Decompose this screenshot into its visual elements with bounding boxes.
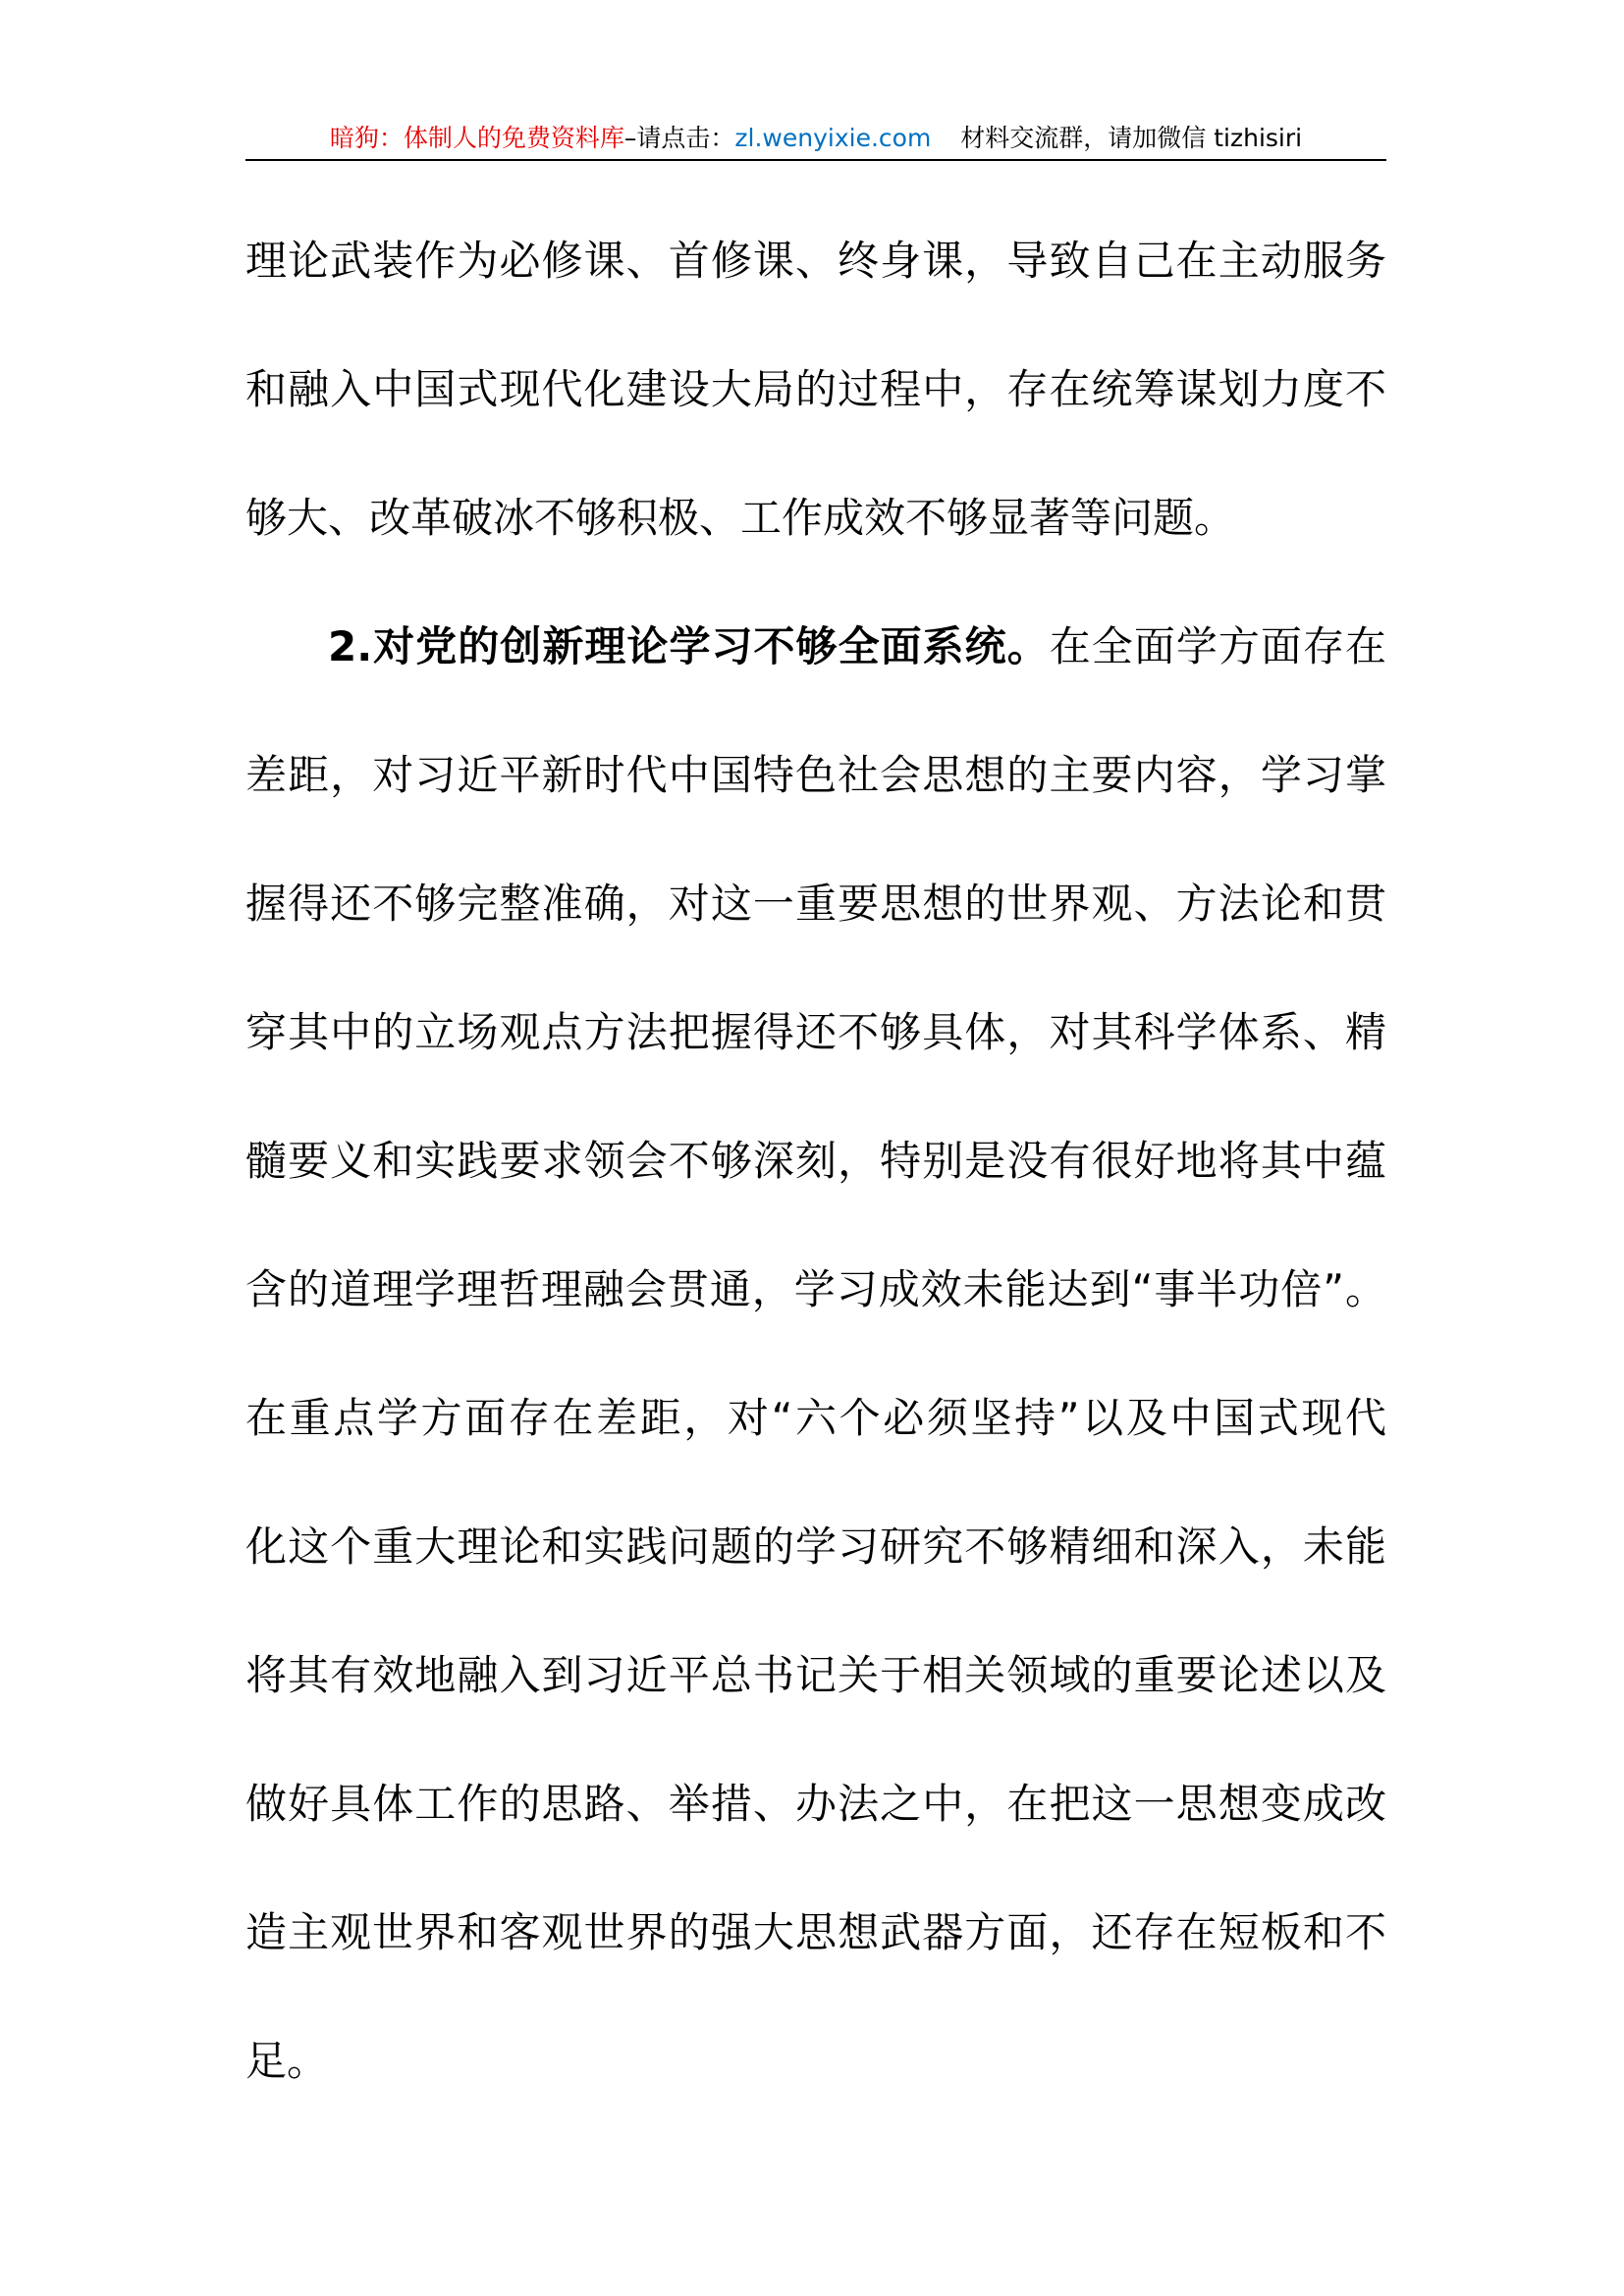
paragraph1-line: 和融入中国式现代化建设大局的过程中，存在统筹谋划力度不: [245, 365, 1386, 413]
header-url-link[interactable]: zl.wenyixie.com: [734, 124, 932, 152]
header-wechat-note: 材料交流群，请加微信 tizhisiri: [960, 124, 1303, 152]
page-header: [245, 116, 1386, 161]
paragraph2-first-line: [245, 582, 1386, 711]
paragraph2-line: 差距，对习近平新时代中国特色社会思想的主要内容，学习掌: [245, 751, 1386, 799]
paragraph2-line: 握得还不够完整准确，对这一重要思想的世界观、方法论和贯: [245, 880, 1386, 928]
header-prompt: –请点击：: [623, 124, 735, 152]
paragraph2-line: 髓要义和实践要求领会不够深刻，特别是没有很好地将其中蕴: [245, 1137, 1386, 1185]
paragraph2-line: 在重点学方面存在差距，对“六个必须坚持”以及中国式现代: [245, 1394, 1386, 1442]
paragraph2-line: 足。: [245, 2037, 329, 2085]
paragraph2-line: 化这个重大理论和实践问题的学习研究不够精细和深入，未能: [245, 1522, 1386, 1571]
paragraph2-first-line-rest: 在全面学方面存在: [1049, 622, 1386, 670]
paragraph2-line: 造主观世界和客观世界的强大思想武器方面，还存在短板和不: [245, 1908, 1386, 1956]
document-body: [245, 196, 1386, 2125]
paragraph2-line: 将其有效地融入到习近平总书记关于相关领域的重要论述以及: [245, 1651, 1386, 1699]
paragraph1-line: 够大、改革破冰不够积极、工作成效不够显著等问题。: [245, 494, 1236, 542]
paragraph1-line: 理论武装作为必修课、首修课、终身课，导致自己在主动服务: [245, 237, 1386, 285]
header-brand: 暗狗：体制人的免费资料库: [329, 124, 624, 152]
paragraph2-line: 含的道理学理哲理融会贯通，学习成效未能达到“事半功倍”。: [245, 1265, 1386, 1313]
paragraph2-heading: 2.对党的创新理论学习不够全面系统。: [328, 622, 1050, 670]
paragraph2-line: 做好具体工作的思路、举措、办法之中，在把这一思想变成改: [245, 1780, 1386, 1828]
paragraph2-line: 穿其中的立场观点方法把握得还不够具体，对其科学体系、精: [245, 1008, 1386, 1056]
